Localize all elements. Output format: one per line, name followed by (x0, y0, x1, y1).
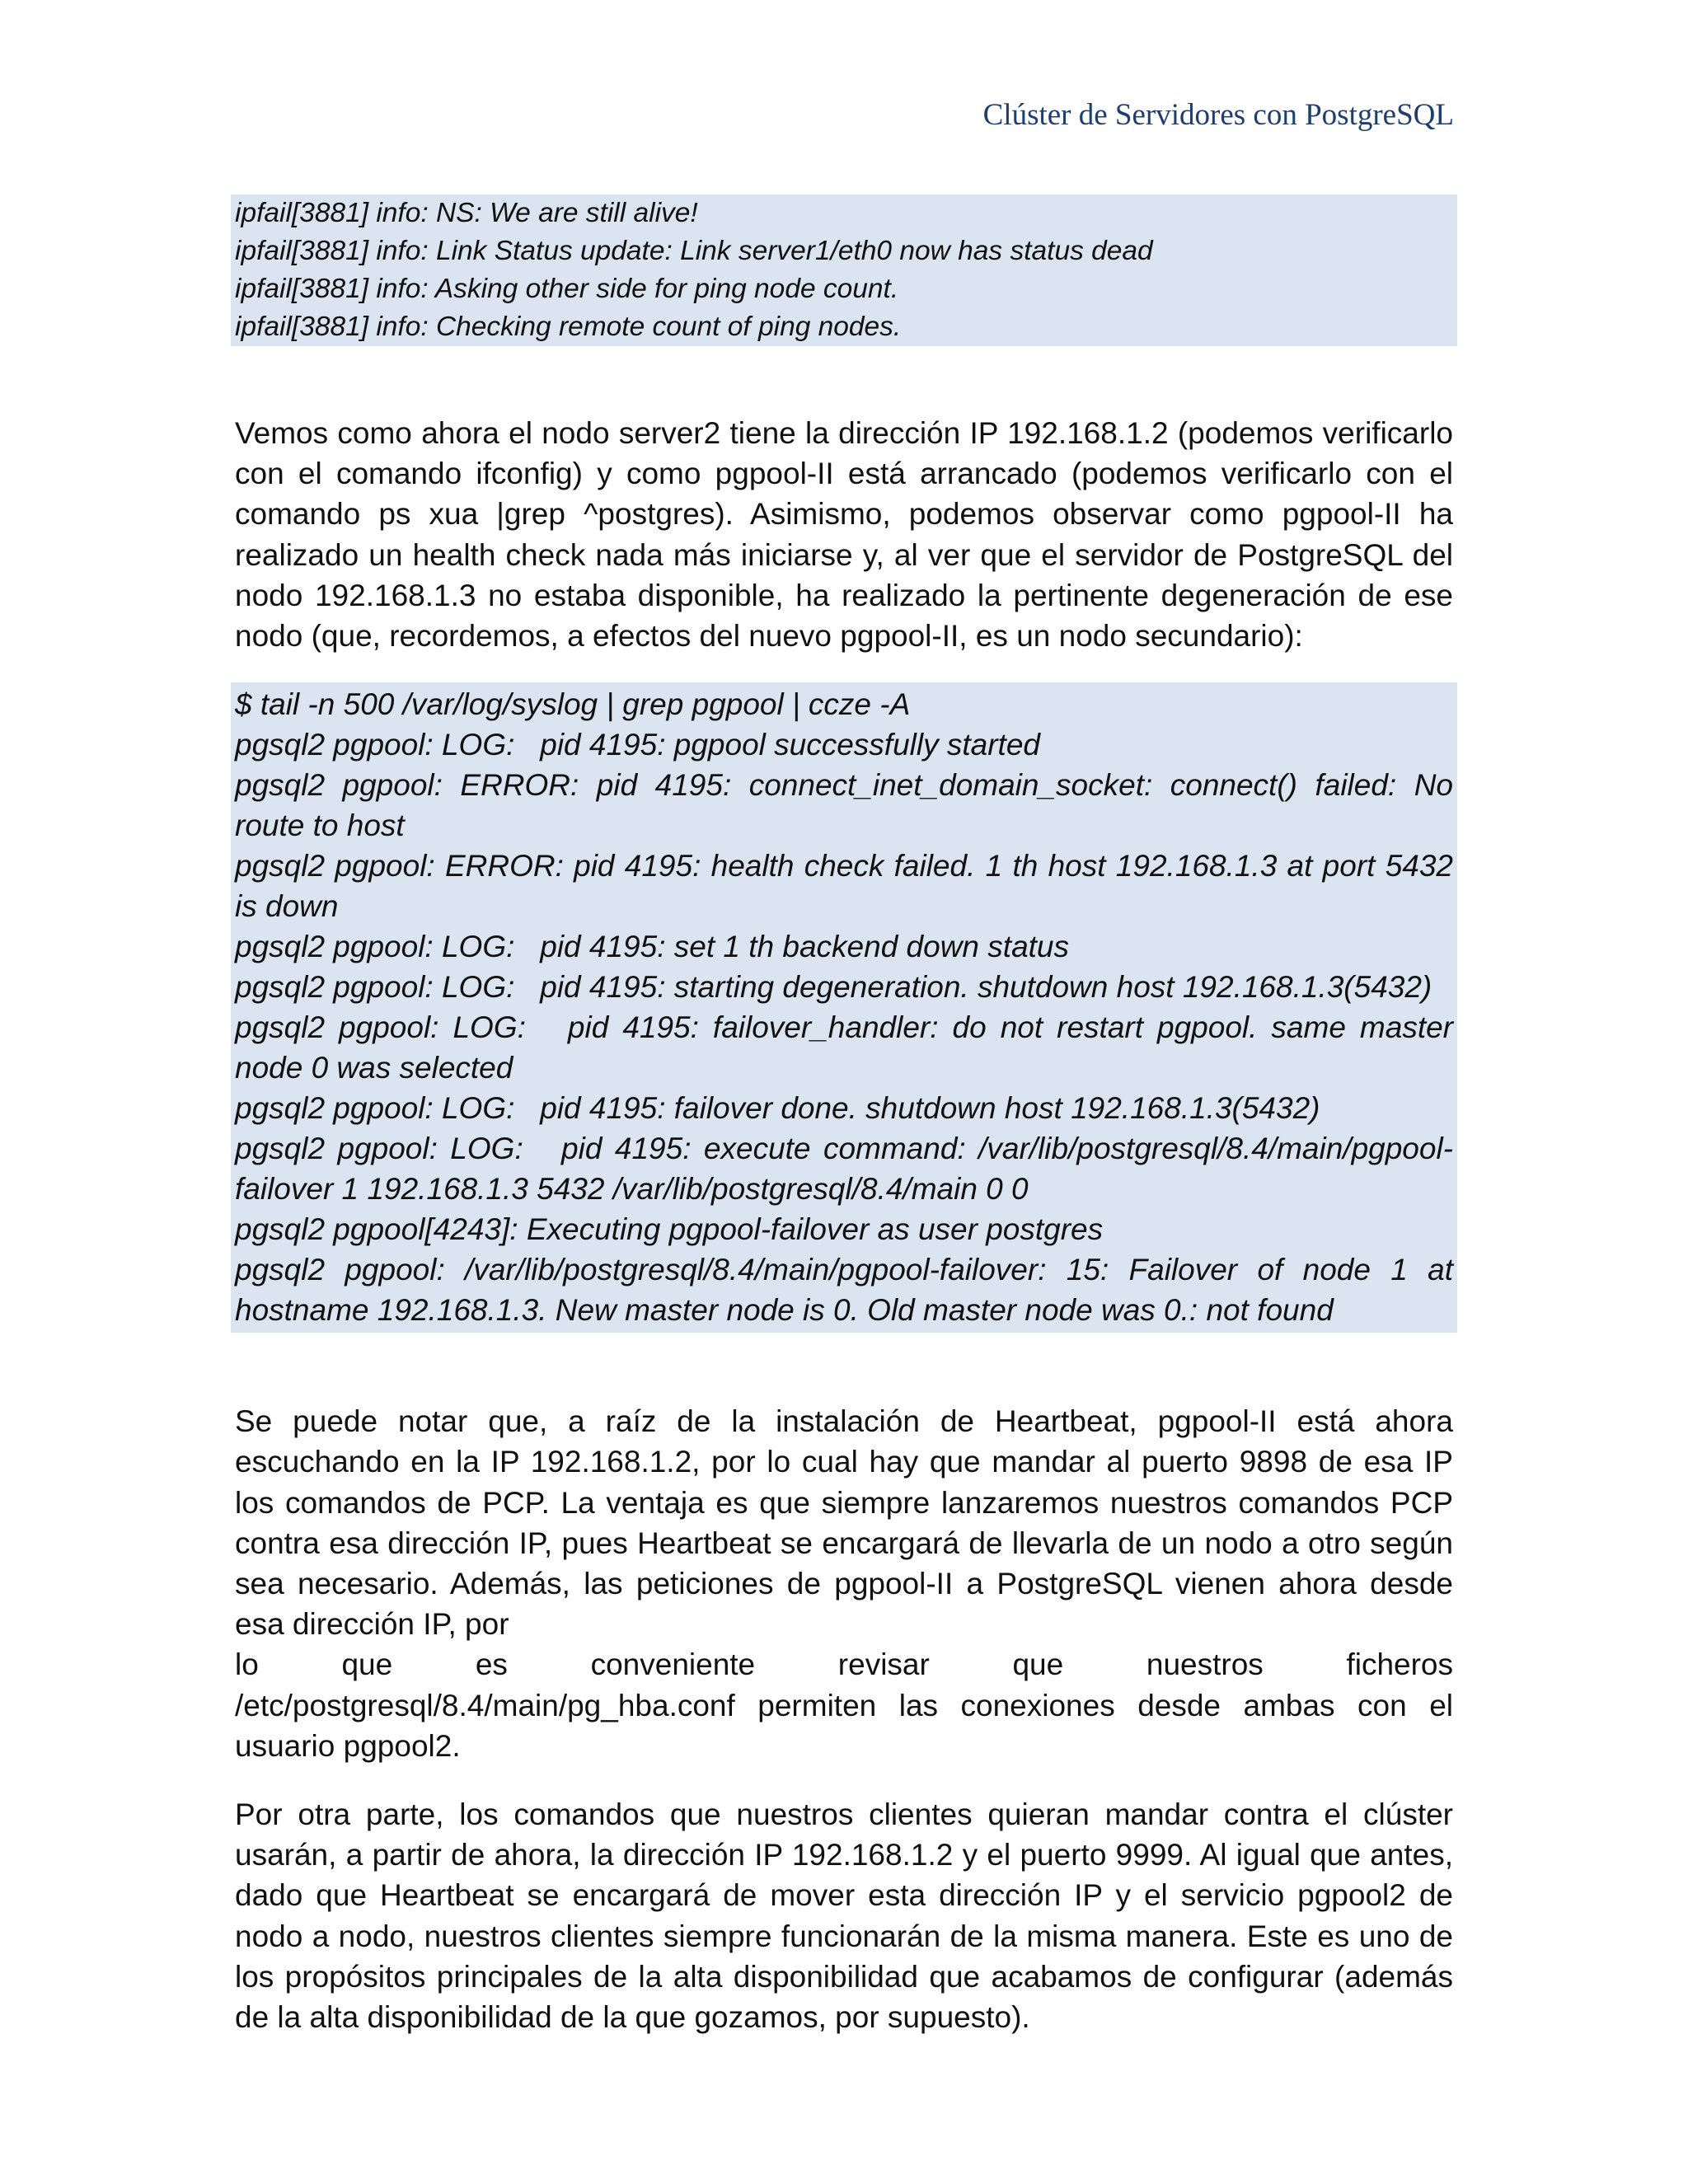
paragraph-text: lo que es conveniente revisar que nuestros ficheros (235, 1647, 1453, 1682)
log-block-ipfail (231, 194, 1457, 346)
log-line: ipfail[3881] info: NS: We are still alive! (235, 198, 698, 228)
log-line: pgsql2 pgpool: ERROR: pid 4195: connect_inet_domain_socket: connect() failed: No route to host (235, 768, 1462, 843)
log-line: pgsql2 pgpool: LOG: pid 4195: execute command: /var/lib/postgresql/8.4/main/pgpool-failover 1 192.168.1.3 5432 /var/lib/postgresql/8.4/main 0 0 (235, 1132, 1453, 1207)
log-line: pgsql2 pgpool: /var/lib/postgresql/8.4/main/pgpool-failover: 15: Failover of node 1 at hostname 192.168.1.3. New master node is 0. Old master node was 0.: not found (235, 1253, 1462, 1328)
log-line: pgsql2 pgpool[4243]: Executing pgpool-failover as user postgres (235, 1212, 1104, 1247)
log-line: pgsql2 pgpool: LOG: pid 4195: set 1 th backend down status (235, 930, 1070, 964)
paragraph-server2-status: Vemos como ahora el nodo server2 tiene la dirección IP 192.168.1.2 (podemos verificarlo con el comando ifconfig) y como pgpool-II está arrancado (podemos verificarlo con el comando ps xua |grep ^postgres). Asimismo, podemos observar como pgpool-II ha realizado un health check nada más iniciarse y, al ver que el servidor de PostgreSQL del nodo 192.168.1.3 no estaba disponible, ha realizado la pertinente degeneración de ese nodo (que, recordemos, a efectos del nuevo pgpool-II, es un nodo secundario): (235, 416, 1453, 654)
page-body (235, 194, 1462, 2037)
log-line: pgsql2 pgpool: ERROR: pid 4195: health check failed. 1 th host 192.168.1.3 at port 5432 is down (235, 849, 1462, 924)
paragraph-text: Se puede notar que, a raíz de la instalación de Heartbeat, pgpool-II está ahora escuchando en la IP 192.168.1.2, por lo cual hay que mandar al puerto 9898 de esa IP los comandos de PCP. La ventaja es que siempre lanzaremos nuestros comandos PCP contra esa dirección IP, pues Heartbeat se encargará de llevarla de un nodo a otro según sea necesario. Además, las peticiones de pgpool-II a PostgreSQL vienen ahora desde esa dirección IP, por (235, 1404, 1453, 1642)
log-line: ipfail[3881] info: Checking remote count of ping nodes. (235, 312, 902, 342)
running-header: Clúster de Servidores con PostgreSQL (982, 98, 1454, 132)
log-line: pgsql2 pgpool: LOG: pid 4195: failover done. shutdown host 192.168.1.3(5432) (235, 1091, 1320, 1126)
log-line: $ tail -n 500 /var/log/syslog | grep pgpool | ccze -A (235, 687, 911, 722)
log-line: pgsql2 pgpool: LOG: pid 4195: pgpool successfully started (235, 728, 1040, 762)
log-line: pgsql2 pgpool: LOG: pid 4195: failover_handler: do not restart pgpool. same master node 0 was selected (235, 1010, 1462, 1085)
paragraph-heartbeat-pcp (235, 1401, 1453, 1766)
log-line: ipfail[3881] info: Link Status update: Link server1/eth0 now has status dead (235, 236, 1153, 266)
log-block-pgpool (231, 682, 1462, 1333)
log-line: ipfail[3881] info: Asking other side for ping node count. (235, 274, 899, 304)
paragraph-client-commands: Por otra parte, los comandos que nuestros clientes quieran mandar contra el clúster usarán, a partir de ahora, la dirección IP 192.168.1.2 y el puerto 9999. Al igual que antes, dado que Heartbeat se encargará de mover esta dirección IP y el servicio pgpool2 de nodo a nodo, nuestros clientes siempre funcionarán de la misma manera. Este es uno de los propósitos principales de la alta disponibilidad que acabamos de configurar (además de la alta disponibilidad de la que gozamos, por supuesto). (235, 1797, 1453, 2035)
log-line: pgsql2 pgpool: LOG: pid 4195: starting degeneration. shutdown host 192.168.1.3(5432) (235, 970, 1432, 1005)
paragraph-text: /etc/postgresql/8.4/main/pg_hba.conf permiten las conexiones desde ambas con el usuario pgpool2. (235, 1688, 1453, 1763)
